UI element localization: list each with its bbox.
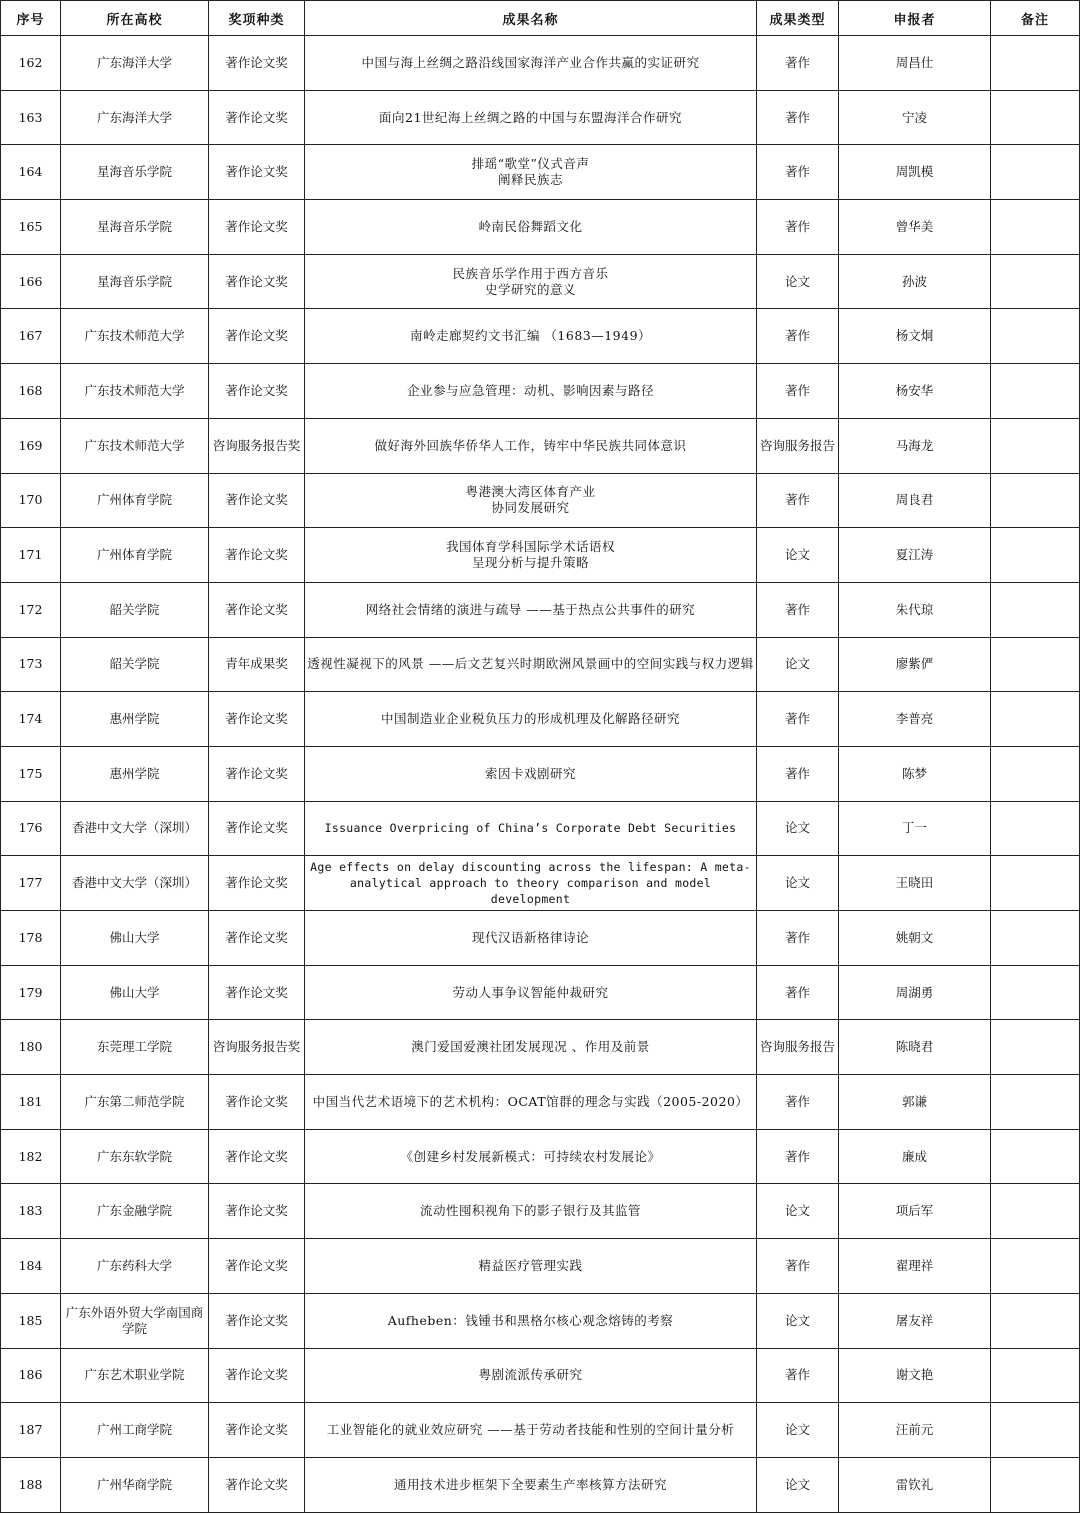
table-row — [1, 1239, 1080, 1294]
cell-award: 著作论文奖 — [209, 254, 305, 309]
table-row — [1, 911, 1080, 966]
table-row — [1, 90, 1080, 145]
cell-no: 162 — [1, 36, 61, 91]
cell-applicant: 杨安华 — [839, 364, 991, 419]
cell-no: 168 — [1, 364, 61, 419]
cell-title: Aufheben：钱锺书和黑格尔核心观念熔铸的考察 — [305, 1293, 757, 1348]
cell-type: 著作 — [757, 36, 839, 91]
cell-note — [991, 36, 1080, 91]
cell-note — [991, 309, 1080, 364]
cell-applicant: 曾华美 — [839, 200, 991, 255]
cell-award: 著作论文奖 — [209, 36, 305, 91]
cell-title: 岭南民俗舞蹈文化 — [305, 200, 757, 255]
table-row — [1, 801, 1080, 856]
table-row — [1, 856, 1080, 911]
cell-applicant: 马海龙 — [839, 418, 991, 473]
cell-no: 186 — [1, 1348, 61, 1403]
cell-type: 论文 — [757, 637, 839, 692]
cell-type: 论文 — [757, 856, 839, 911]
table-row — [1, 692, 1080, 747]
cell-school: 广东技术师范大学 — [61, 364, 209, 419]
cell-title: 中国与海上丝绸之路沿线国家海洋产业合作共赢的实证研究 — [305, 36, 757, 91]
cell-type: 著作 — [757, 1239, 839, 1294]
cell-award: 著作论文奖 — [209, 801, 305, 856]
header-type: 成果类型 — [757, 1, 839, 36]
cell-school: 惠州学院 — [61, 746, 209, 801]
header-no: 序号 — [1, 1, 61, 36]
cell-note — [991, 1020, 1080, 1075]
table-row — [1, 965, 1080, 1020]
cell-type: 著作 — [757, 309, 839, 364]
cell-title: 精益医疗管理实践 — [305, 1239, 757, 1294]
cell-title: 通用技术进步框架下全要素生产率核算方法研究 — [305, 1457, 757, 1512]
cell-note — [991, 1239, 1080, 1294]
cell-note — [991, 364, 1080, 419]
cell-no: 179 — [1, 965, 61, 1020]
header-school: 所在高校 — [61, 1, 209, 36]
cell-school: 广州华商学院 — [61, 1457, 209, 1512]
cell-school: 东莞理工学院 — [61, 1020, 209, 1075]
cell-school: 星海音乐学院 — [61, 145, 209, 200]
cell-applicant: 陈晓君 — [839, 1020, 991, 1075]
cell-no: 166 — [1, 254, 61, 309]
cell-type: 论文 — [757, 1184, 839, 1239]
cell-award: 著作论文奖 — [209, 364, 305, 419]
table-row — [1, 746, 1080, 801]
cell-note — [991, 418, 1080, 473]
cell-note — [991, 692, 1080, 747]
table-row — [1, 309, 1080, 364]
cell-school: 星海音乐学院 — [61, 254, 209, 309]
cell-applicant: 廉成 — [839, 1129, 991, 1184]
cell-note — [991, 1129, 1080, 1184]
cell-applicant: 廖紫俨 — [839, 637, 991, 692]
cell-type: 著作 — [757, 200, 839, 255]
cell-award: 著作论文奖 — [209, 1348, 305, 1403]
cell-award: 著作论文奖 — [209, 1293, 305, 1348]
cell-type: 著作 — [757, 965, 839, 1020]
cell-award: 著作论文奖 — [209, 200, 305, 255]
cell-no: 169 — [1, 418, 61, 473]
cell-type: 著作 — [757, 1075, 839, 1130]
cell-note — [991, 637, 1080, 692]
cell-title: 劳动人事争议智能仲裁研究 — [305, 965, 757, 1020]
cell-school: 广东东软学院 — [61, 1129, 209, 1184]
cell-type: 著作 — [757, 746, 839, 801]
table-row — [1, 1348, 1080, 1403]
cell-applicant: 周湖勇 — [839, 965, 991, 1020]
cell-note — [991, 911, 1080, 966]
cell-note — [991, 801, 1080, 856]
cell-applicant: 谢文艳 — [839, 1348, 991, 1403]
cell-note — [991, 746, 1080, 801]
cell-no: 172 — [1, 582, 61, 637]
cell-type: 著作 — [757, 473, 839, 528]
cell-title: 民族音乐学作用于西方音乐 史学研究的意义 — [305, 254, 757, 309]
cell-type: 论文 — [757, 1457, 839, 1512]
cell-school: 惠州学院 — [61, 692, 209, 747]
cell-school: 韶关学院 — [61, 637, 209, 692]
cell-note — [991, 1075, 1080, 1130]
cell-type: 咨询服务报告 — [757, 1020, 839, 1075]
cell-school: 广州体育学院 — [61, 528, 209, 583]
cell-note — [991, 582, 1080, 637]
cell-applicant: 王晓田 — [839, 856, 991, 911]
cell-type: 论文 — [757, 528, 839, 583]
cell-type: 著作 — [757, 911, 839, 966]
cell-type: 著作 — [757, 90, 839, 145]
header-title: 成果名称 — [305, 1, 757, 36]
cell-applicant: 翟理祥 — [839, 1239, 991, 1294]
cell-no: 182 — [1, 1129, 61, 1184]
cell-applicant: 夏江涛 — [839, 528, 991, 583]
table-row — [1, 528, 1080, 583]
cell-school: 韶关学院 — [61, 582, 209, 637]
cell-type: 著作 — [757, 1348, 839, 1403]
cell-award: 著作论文奖 — [209, 965, 305, 1020]
cell-award: 著作论文奖 — [209, 473, 305, 528]
cell-school: 星海音乐学院 — [61, 200, 209, 255]
table-row — [1, 145, 1080, 200]
table-row — [1, 473, 1080, 528]
cell-applicant: 姚朝文 — [839, 911, 991, 966]
cell-award: 咨询服务报告奖 — [209, 1020, 305, 1075]
cell-award: 著作论文奖 — [209, 1129, 305, 1184]
cell-note — [991, 856, 1080, 911]
cell-award: 著作论文奖 — [209, 1457, 305, 1512]
cell-type: 论文 — [757, 254, 839, 309]
cell-type: 咨询服务报告 — [757, 418, 839, 473]
cell-school: 佛山大学 — [61, 965, 209, 1020]
cell-note — [991, 254, 1080, 309]
cell-award: 著作论文奖 — [209, 692, 305, 747]
table-row — [1, 364, 1080, 419]
cell-no: 175 — [1, 746, 61, 801]
cell-note — [991, 1457, 1080, 1512]
cell-type: 著作 — [757, 364, 839, 419]
cell-title: 《创建乡村发展新模式：可持续农村发展论》 — [305, 1129, 757, 1184]
table-row — [1, 418, 1080, 473]
cell-type: 论文 — [757, 801, 839, 856]
cell-title: Issuance Overpricing of China’s Corporate Debt Securities — [305, 801, 757, 856]
cell-title: 网络社会情绪的演进与疏导 ——基于热点公共事件的研究 — [305, 582, 757, 637]
cell-title: 现代汉语新格律诗论 — [305, 911, 757, 966]
cell-applicant: 周良君 — [839, 473, 991, 528]
cell-applicant: 周昌仕 — [839, 36, 991, 91]
cell-award: 著作论文奖 — [209, 1075, 305, 1130]
cell-note — [991, 200, 1080, 255]
table-row — [1, 1293, 1080, 1348]
cell-note — [991, 90, 1080, 145]
cell-award: 著作论文奖 — [209, 911, 305, 966]
cell-no: 180 — [1, 1020, 61, 1075]
cell-title: 南岭走廊契约文书汇编 （1683—1949） — [305, 309, 757, 364]
cell-no: 170 — [1, 473, 61, 528]
cell-no: 164 — [1, 145, 61, 200]
cell-type: 论文 — [757, 1293, 839, 1348]
cell-applicant: 周凯模 — [839, 145, 991, 200]
cell-no: 173 — [1, 637, 61, 692]
cell-school: 广东海洋大学 — [61, 90, 209, 145]
cell-no: 167 — [1, 309, 61, 364]
cell-applicant: 杨文炯 — [839, 309, 991, 364]
table-row — [1, 582, 1080, 637]
cell-title: 面向21世纪海上丝绸之路的中国与东盟海洋合作研究 — [305, 90, 757, 145]
cell-award: 著作论文奖 — [209, 528, 305, 583]
cell-school: 香港中文大学（深圳） — [61, 801, 209, 856]
cell-note — [991, 145, 1080, 200]
cell-title: 粤剧流派传承研究 — [305, 1348, 757, 1403]
table-body — [1, 36, 1080, 1513]
table-row — [1, 1075, 1080, 1130]
cell-award: 著作论文奖 — [209, 746, 305, 801]
table-row — [1, 1129, 1080, 1184]
cell-award: 著作论文奖 — [209, 856, 305, 911]
cell-note — [991, 1348, 1080, 1403]
cell-title: 企业参与应急管理：动机、影响因素与路径 — [305, 364, 757, 419]
cell-school: 广东第二师范学院 — [61, 1075, 209, 1130]
cell-no: 187 — [1, 1403, 61, 1458]
header-award: 奖项种类 — [209, 1, 305, 36]
cell-applicant: 孙波 — [839, 254, 991, 309]
cell-award: 青年成果奖 — [209, 637, 305, 692]
cell-applicant: 朱代琼 — [839, 582, 991, 637]
table-row — [1, 200, 1080, 255]
cell-applicant: 雷钦礼 — [839, 1457, 991, 1512]
cell-note — [991, 1403, 1080, 1458]
cell-award: 著作论文奖 — [209, 1184, 305, 1239]
cell-type: 著作 — [757, 1129, 839, 1184]
cell-title: 透视性凝视下的风景 ——后文艺复兴时期欧洲风景画中的空间实践与权力逻辑 — [305, 637, 757, 692]
cell-note — [991, 1293, 1080, 1348]
cell-no: 178 — [1, 911, 61, 966]
cell-school: 广州体育学院 — [61, 473, 209, 528]
cell-school: 广州工商学院 — [61, 1403, 209, 1458]
header-note: 备注 — [991, 1, 1080, 36]
cell-no: 165 — [1, 200, 61, 255]
cell-applicant: 屠友祥 — [839, 1293, 991, 1348]
cell-type: 著作 — [757, 582, 839, 637]
cell-note — [991, 528, 1080, 583]
cell-award: 咨询服务报告奖 — [209, 418, 305, 473]
cell-award: 著作论文奖 — [209, 1403, 305, 1458]
cell-title: 中国制造业企业税负压力的形成机理及化解路径研究 — [305, 692, 757, 747]
cell-award: 著作论文奖 — [209, 309, 305, 364]
cell-no: 188 — [1, 1457, 61, 1512]
cell-applicant: 项后军 — [839, 1184, 991, 1239]
cell-title: 中国当代艺术语境下的艺术机构：OCAT馆群的理念与实践（2005-2020） — [305, 1075, 757, 1130]
cell-school: 广东艺术职业学院 — [61, 1348, 209, 1403]
cell-note — [991, 965, 1080, 1020]
cell-school: 广东海洋大学 — [61, 36, 209, 91]
cell-no: 174 — [1, 692, 61, 747]
cell-school: 广东技术师范大学 — [61, 418, 209, 473]
cell-no: 184 — [1, 1239, 61, 1294]
cell-title: Age effects on delay discounting across the lifespan: A meta- analytical approach to theory comparison and model development — [305, 856, 757, 911]
cell-applicant: 宁凌 — [839, 90, 991, 145]
cell-title: 我国体育学科国际学术话语权 呈现分析与提升策略 — [305, 528, 757, 583]
cell-note — [991, 473, 1080, 528]
cell-type: 论文 — [757, 1403, 839, 1458]
header-applicant: 申报者 — [839, 1, 991, 36]
header-row — [1, 1, 1080, 36]
cell-award: 著作论文奖 — [209, 1239, 305, 1294]
table-row — [1, 36, 1080, 91]
table-row — [1, 1020, 1080, 1075]
cell-no: 177 — [1, 856, 61, 911]
cell-no: 163 — [1, 90, 61, 145]
cell-title: 排瑶“歌堂”仪式音声 阐释民族志 — [305, 145, 757, 200]
cell-school: 广东技术师范大学 — [61, 309, 209, 364]
cell-type: 著作 — [757, 145, 839, 200]
table-row — [1, 637, 1080, 692]
cell-note — [991, 1184, 1080, 1239]
cell-no: 181 — [1, 1075, 61, 1130]
cell-school: 广东药科大学 — [61, 1239, 209, 1294]
cell-school: 香港中文大学（深圳） — [61, 856, 209, 911]
cell-title: 澳门爱国爱澳社团发展现况 、作用及前景 — [305, 1020, 757, 1075]
table-row — [1, 1457, 1080, 1512]
cell-applicant: 陈梦 — [839, 746, 991, 801]
cell-award: 著作论文奖 — [209, 582, 305, 637]
cell-no: 171 — [1, 528, 61, 583]
table-row — [1, 1403, 1080, 1458]
cell-no: 183 — [1, 1184, 61, 1239]
cell-title: 流动性囤积视角下的影子银行及其监管 — [305, 1184, 757, 1239]
cell-title: 工业智能化的就业效应研究 ——基于劳动者技能和性别的空间计量分析 — [305, 1403, 757, 1458]
cell-applicant: 丁一 — [839, 801, 991, 856]
cell-applicant: 汪前元 — [839, 1403, 991, 1458]
cell-applicant: 郭谦 — [839, 1075, 991, 1130]
cell-school: 广东金融学院 — [61, 1184, 209, 1239]
cell-title: 粤港澳大湾区体育产业 协同发展研究 — [305, 473, 757, 528]
table-row — [1, 254, 1080, 309]
cell-school: 佛山大学 — [61, 911, 209, 966]
cell-no: 185 — [1, 1293, 61, 1348]
cell-award: 著作论文奖 — [209, 90, 305, 145]
cell-type: 著作 — [757, 692, 839, 747]
cell-title: 做好海外回族华侨华人工作，铸牢中华民族共同体意识 — [305, 418, 757, 473]
table-row — [1, 1184, 1080, 1239]
cell-title: 索因卡戏剧研究 — [305, 746, 757, 801]
cell-no: 176 — [1, 801, 61, 856]
cell-award: 著作论文奖 — [209, 145, 305, 200]
cell-applicant: 李普亮 — [839, 692, 991, 747]
cell-school: 广东外语外贸大学南国商学院 — [61, 1293, 209, 1348]
